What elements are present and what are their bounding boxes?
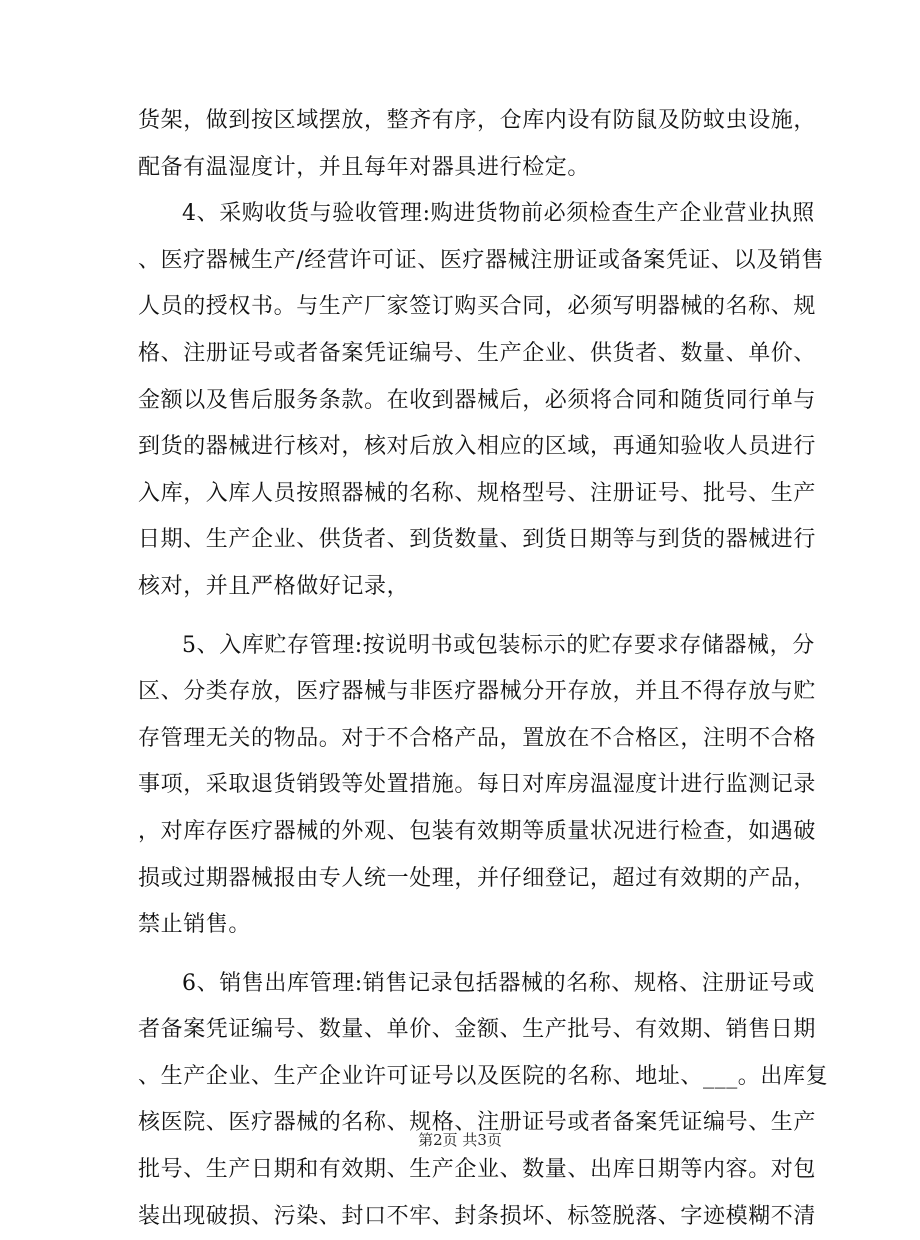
text-line: 批号、生产日期和有效期、生产企业、数量、出库日期等内容。对包 [138,1157,817,1183]
text-line: 、医疗器械生产/经营许可证、医疗器械注册证或备案凭证、以及销售 [138,247,825,273]
text-line: 、生产企业、生产企业许可证号以及医院的名称、地址、___。出库复 [138,1063,829,1089]
text-line: 装出现破损、污染、封口不牢、封条损坏、标签脱落、字迹模糊不清 [138,1203,817,1229]
text-line: 配备有温湿度计，并且每年对器具进行检定。 [138,154,591,180]
text-line: 区、分类存放，医疗器械与非医疗器械分开存放，并且不得存放与贮 [138,679,817,705]
text-line: 事项，采取退货销毁等处置措施。每日对库房温湿度计进行监测记录 [138,772,817,798]
paragraph-start-line: 5、入库贮存管理:按说明书或包装标示的贮存要求存储器械，分 [182,632,815,658]
paragraph-start-line: 6、销售出库管理:销售记录包括器械的名称、规格、注册证号或 [182,970,815,996]
text-line: 人员的授权书。与生产厂家签订购买合同，必须写明器械的名称、规 [138,294,817,320]
text-line: 日期、生产企业、供货者、到货数量、到货日期等与到货的器械进行 [138,527,817,553]
page-number-footer: 第2页 共3页 [418,1131,502,1149]
text-line: 货架，做到按区域摆放，整齐有序，仓库内设有防鼠及防蚊虫设施， [138,108,817,133]
text-line: ，对库存医疗器械的外观、包装有效期等质量状况进行检查，如遇破 [138,818,817,844]
text-line: 损或过期器械报由专人统一处理，并仔细登记，超过有效期的产品， [138,865,817,891]
text-line: 格、注册证号或者备案凭证编号、生产企业、供货者、数量、单价、 [138,340,817,366]
text-line: 核对，并且严格做好记录， [138,573,410,599]
text-line: 核医院、医疗器械的名称、规格、注册证号或者备案凭证编号、生产 [138,1110,817,1136]
text-line: 者备案凭证编号、数量、单价、金额、生产批号、有效期、销售日期 [138,1017,817,1043]
text-line: 到货的器械进行核对，核对后放入相应的区域，再通知验收人员进行 [138,434,817,460]
paragraph-start-line: 4、采购收货与验收管理:购进货物前必须检查生产企业营业执照 [182,201,815,227]
text-line: 存管理无关的物品。对于不合格产品，置放在不合格区，注明不合格 [138,725,817,751]
document-body [138,98,829,1240]
text-line: 入库，入库人员按照器械的名称、规格型号、注册证号、批号、生产 [138,480,817,506]
text-line: 金额以及售后服务条款。在收到器械后，必须将合同和随货同行单与 [138,387,817,413]
text-line: 禁止销售。 [138,912,252,938]
